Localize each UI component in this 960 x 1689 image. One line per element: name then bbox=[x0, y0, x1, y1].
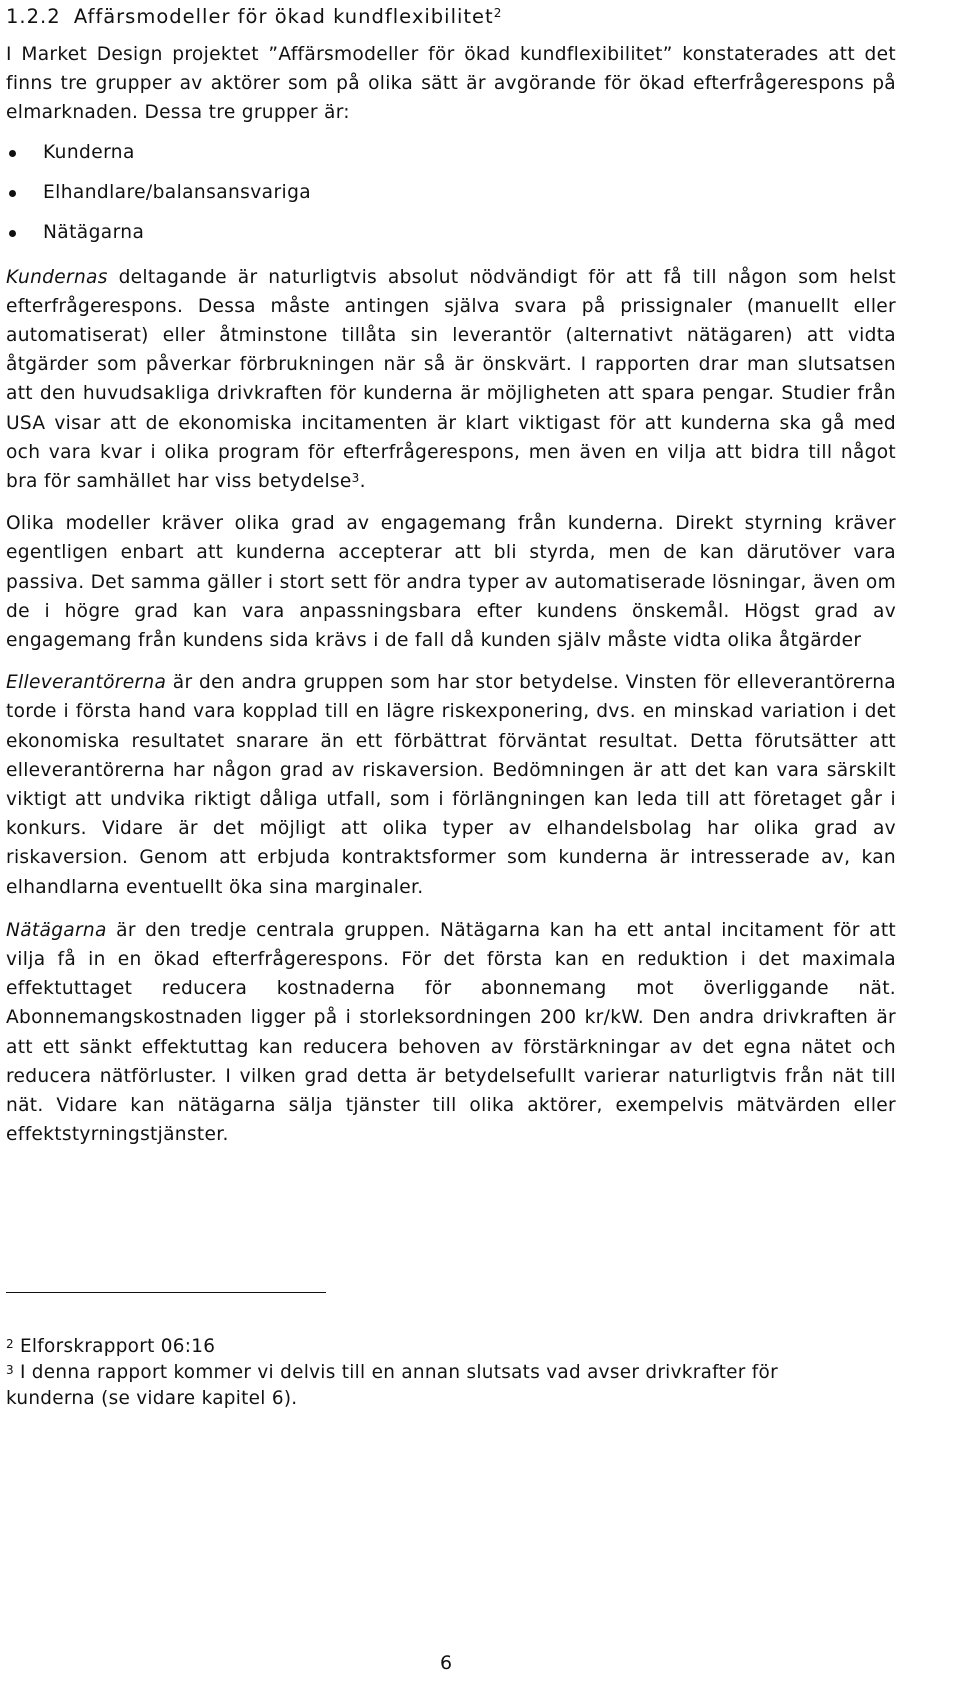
footnote-text: I denna rapport kommer vi delvis till en annan slutsats vad avser drivkrafter för kunderna (se vidare kapitel 6). bbox=[6, 1362, 778, 1409]
document-page bbox=[6, 0, 896, 1674]
footnote-number: 3 bbox=[6, 1363, 14, 1377]
footnote-text: Elforskrapport 06:16 bbox=[19, 1336, 216, 1357]
elleverantorerna-paragraph bbox=[6, 668, 896, 902]
kundernas-text: deltagande är naturligtvis absolut nödvändigt för att få till någon som helst efterfrågerespons. Dessa måste antingen själva svara på prissignaler (manuellt eller automatiserat) eller åtminstone tillåta sin leverantör (alternativt nätägaren) att vidta åtgärder som påverkar förbrukningen när så är önskvärt. I rapporten drar man slutsatsen att den huvudsakliga drivkraften för kunderna är möjligheten att spara pengar. Studier från USA visar att de ekonomiska incitamenten är klart viktigast för att kunderna ska gå med och vara kvar i olika program för efterfrågerespons, men även en vilja att bidra till något bra för samhället har viss betydelse bbox=[6, 266, 896, 493]
footnote-divider bbox=[6, 1292, 326, 1293]
kundernas-paragraph bbox=[6, 263, 896, 497]
bullet-icon bbox=[9, 150, 16, 157]
elleverantorerna-lead: Elleverantörerna bbox=[6, 672, 167, 694]
kundernas-lead: Kundernas bbox=[6, 266, 108, 288]
natagarna-paragraph bbox=[6, 916, 896, 1150]
elleverantorerna-text: är den andra gruppen som har stor betydelse. Vinsten för elleverantörerna torde i första hand vara kopplad till en lägre riskexponering, dvs. en minskad variation i det ekonomiska resultatet snarare än ett förbättrat förväntat resultat. Detta förutsätter att elleverantörerna har någon grad av riskaversion. Bedömningen är att det kan vara särskilt viktigt att undvika riktigt dåliga utfall, som i förlängningen kan leda till att företaget går i konkurs. Vidare är det möjligt att olika typer av elhandelsbolag har olika grad av riskaversion. Genom att erbjuda kontraktsformer som kunderna är intresserade av, kan elhandlarna eventuellt öka sina marginaler. bbox=[6, 672, 896, 898]
list-item bbox=[6, 173, 896, 213]
list-item-label: Nätägarna bbox=[43, 221, 145, 243]
list-item bbox=[6, 213, 896, 253]
list-item-label: Elhandlare/balansansvariga bbox=[43, 181, 312, 203]
footnote-ref-3[interactable]: 3 bbox=[351, 471, 360, 486]
footnotes bbox=[6, 1334, 866, 1412]
olika-modeller-paragraph: Olika modeller kräver olika grad av engagemang från kunderna. Direkt styrning kräver egentligen enbart att kunderna accepterar att bli styrda, men de kan därutöver vara passiva. Det samma gäller i stort sett för andra typer av automatiserade lösningar, även om de i högre grad kan vara anpassningsbara efter kundens önskemål. Högst grad av engagemang från kundens sida krävs i de fall då kunden själv måste vidta olika åtgärder bbox=[6, 513, 896, 652]
footnote-ref-2[interactable]: 2 bbox=[493, 6, 503, 20]
section-number: 1.2.2 bbox=[6, 5, 61, 28]
group-list bbox=[6, 133, 896, 253]
bullet-icon bbox=[9, 190, 16, 197]
section-heading bbox=[6, 4, 896, 30]
natagarna-text: är den tredje centrala gruppen. Nätägarna kan ha ett antal incitament för att vilja få in en ökad efterfrågerespons. För det första kan en reduktion i det maximala effektuttaget reducera kostnaderna för abonnemang mot överliggande nät. Abonnemangskostnaden ligger på i storleksordningen 200 kr/kW. Den andra drivkraften är att ett sänkt effektuttag kan reducera behoven av förstärkningar av det egna nätet och reducera nätförluster. I vilken grad detta är betydelsefullt varierar naturligtvis från nät till nät. Vidare kan nätägarna sälja tjänster till olika aktörer, exempelvis mätvärden eller effektstyrningstjänster. bbox=[6, 919, 896, 1146]
bullet-icon bbox=[9, 230, 16, 237]
footnote-item bbox=[6, 1334, 866, 1360]
kundernas-end: . bbox=[359, 471, 366, 493]
list-item bbox=[6, 133, 896, 173]
natagarna-lead: Nätägarna bbox=[6, 919, 107, 941]
page-number: 6 bbox=[439, 1652, 453, 1674]
footnote-number: 2 bbox=[6, 1337, 14, 1351]
intro-paragraph: I Market Design projektet ”Affärsmodeller för ökad kundflexibilitet” konstaterades att det finns tre grupper av aktörer som på olika sätt är avgörande för ökad efterfrågerespons på elmarknaden. Dessa tre grupper är: bbox=[6, 44, 896, 124]
section-title: Affärsmodeller för ökad kundflexibilitet bbox=[73, 5, 494, 28]
list-item-label: Kunderna bbox=[43, 141, 135, 163]
footnote-item bbox=[6, 1360, 866, 1412]
